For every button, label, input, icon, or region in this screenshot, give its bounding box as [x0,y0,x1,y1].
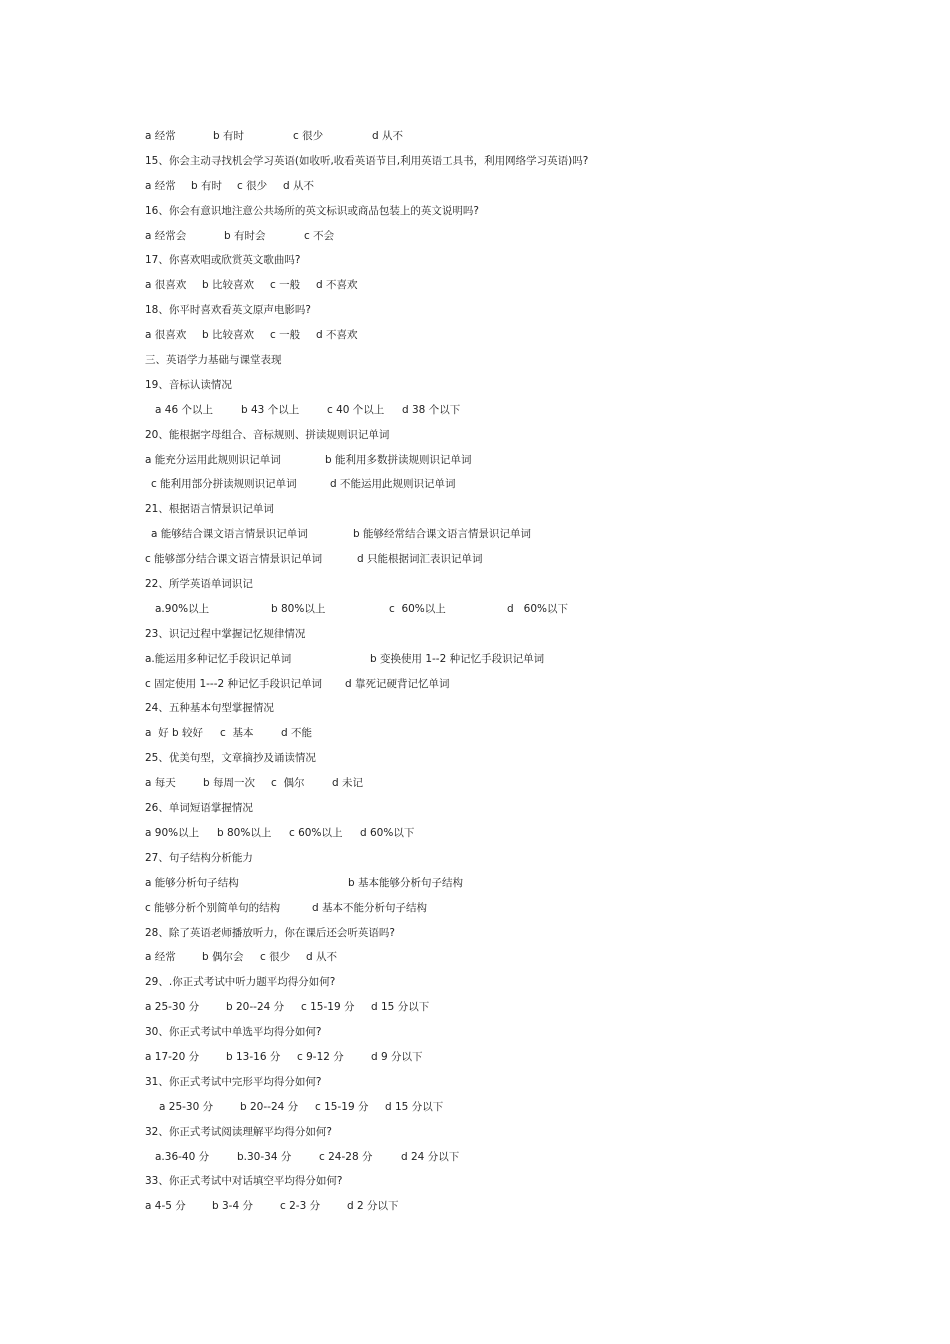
question-text: 20、能根据字母组合、音标规则、拼读规则识记单词 [145,428,390,441]
answer-option: d 不喜欢 [316,329,358,342]
answer-option: c 60%以上 [389,602,446,615]
answer-options [145,474,845,499]
answer-option: a 90%以上 [145,826,200,839]
answer-option: d 15 分以下 [385,1100,444,1113]
answer-option: b 能够经常结合课文语言情景识记单词 [353,528,532,541]
answer-options [145,126,845,151]
question-text: 15、你会主动寻找机会学习英语(如收听,收看英语节目,利用英语工具书，利用网络学习英语)吗? [145,154,589,167]
answer-option: b 比较喜欢 [202,279,255,292]
question-text: 28、除了英语老师播放听力，你在课后还会听英语吗? [145,926,395,939]
answer-option: c 能够部分结合课文语言情景识记单词 [145,553,323,566]
answer-option: c 15-19 分 [315,1100,369,1113]
question-text: 19、音标认读情况 [145,378,232,391]
section-heading: 三、英语学力基础与课堂表现 [145,354,282,367]
question-text: 26、单词短语掌握情况 [145,802,253,815]
answer-options [145,176,845,201]
answer-option: a 17-20 分 [145,1050,200,1063]
answer-options [145,400,845,425]
question-text: 17、你喜欢唱或欣赏英文歌曲吗? [145,254,301,267]
answer-option: d 2 分以下 [347,1200,399,1213]
answer-option: a 能够结合课文语言情景识记单词 [151,528,308,541]
question-text: 21、根据语言情景识记单词 [145,503,274,516]
question-text: 22、所学英语单词识记 [145,578,253,591]
answer-option: c 40 个以上 [327,403,385,416]
answer-option: a.36-40 分 [155,1150,210,1163]
answer-option: d 从不 [306,951,338,964]
answer-option: b 43 个以上 [241,403,300,416]
answer-option: c 一般 [270,279,301,292]
answer-option: c 能够分析个别简单句的结构 [145,901,281,914]
answer-options [145,723,845,748]
question-text: 27、句子结构分析能力 [145,851,253,864]
answer-options [145,524,845,549]
answer-option: a.能运用多种记忆手段识记单词 [145,652,292,665]
answer-option: b 比较喜欢 [202,329,255,342]
answer-option: c 2-3 分 [280,1200,321,1213]
answer-option: d 24 分以下 [401,1150,460,1163]
answer-option: b 20--24 分 [240,1100,299,1113]
answer-option: c 24-28 分 [319,1150,373,1163]
answer-option: a 25-30 分 [159,1100,214,1113]
answer-option: a 能够分析句子结构 [145,876,239,889]
answer-option: a 4-5 分 [145,1200,186,1213]
answer-option: a 46 个以上 [155,403,213,416]
answer-option: c 很少 [260,951,291,964]
answer-options [145,674,845,699]
answer-option: c 一般 [270,329,301,342]
answer-option: b 基本能够分析句子结构 [348,876,464,889]
answer-option: c 基本 [220,727,254,740]
answer-option: d 从不 [283,179,315,192]
answer-option: d 未记 [332,777,364,790]
answer-option: b 80%以上 [217,826,272,839]
answer-option: a 很喜欢 [145,279,187,292]
answer-option: b 变换使用 1--2 种记忆手段识记单词 [370,652,545,665]
answer-options [145,947,845,972]
question-text: 25、优美句型，文章摘抄及诵读情况 [145,752,316,765]
answer-options [145,275,845,300]
answer-option: b 有时 [213,130,245,142]
answer-option: c 很少 [237,179,268,192]
answer-option: d 不喜欢 [316,279,358,292]
answer-option: a.90%以上 [155,602,210,615]
answer-options [145,1047,845,1072]
question-text: 16、你会有意识地注意公共场所的英文标识或商品包装上的英文说明吗? [145,204,479,217]
answer-options [145,1097,845,1122]
answer-option: a 很喜欢 [145,329,187,342]
answer-option: d 9 分以下 [371,1050,423,1063]
answer-option: b 有时会 [224,229,266,242]
answer-option: a 能充分运用此规则识记单词 [145,453,281,466]
answer-options [145,997,845,1022]
answer-option: b.30-34 分 [237,1150,292,1163]
answer-option: b 每周一次 [203,777,256,790]
question-text: 30、你正式考试中单选平均得分如何? [145,1026,322,1039]
answer-option: b 有时 [191,179,223,192]
answer-options [145,898,845,923]
answer-options [145,450,845,475]
answer-option: a 经常 [145,130,176,142]
answer-option: a 经常 [145,179,176,192]
question-text: 24、五种基本句型掌握情况 [145,702,274,715]
answer-option: a 每天 [145,777,176,790]
answer-options [145,226,845,251]
answer-options [145,823,845,848]
question-text: 18、你平时喜欢看英文原声电影吗? [145,304,311,317]
question-text: 23、识记过程中掌握记忆规律情况 [145,627,306,640]
answer-option: b 13-16 分 [226,1050,281,1063]
answer-option: a 经常会 [145,229,187,242]
questionnaire-page [145,126,845,1221]
answer-options [145,599,845,624]
question-text: 33、你正式考试中对话填空平均得分如何? [145,1175,343,1188]
question-text: 29、.你正式考试中听力题平均得分如何? [145,976,336,989]
answer-option: d 不能 [281,727,313,740]
answer-options [145,1147,845,1172]
answer-option: b 3-4 分 [212,1200,253,1213]
answer-option: c 固定使用 1---2 种记忆手段识记单词 [145,677,323,690]
answer-options [145,325,845,350]
answer-option: d 60%以下 [360,826,415,839]
answer-option: c 15-19 分 [301,1001,355,1014]
answer-options [145,549,845,574]
answer-option: d 38 个以下 [402,403,461,416]
answer-option: d 靠死记硬背记忆单词 [345,677,450,690]
answer-option: b 20--24 分 [226,1001,285,1014]
answer-options [145,873,845,898]
answer-option: a 好 b 较好 [145,727,203,740]
answer-option: a 25-30 分 [145,1001,200,1014]
answer-option: d 基本不能分析句子结构 [312,901,428,914]
answer-option: c 60%以上 [289,826,343,839]
answer-option: c 能利用部分拼读规则识记单词 [151,478,297,491]
answer-option: c 不会 [304,229,335,242]
answer-option: d 从不 [372,130,404,142]
answer-option: d 只能根据词汇表识记单词 [357,553,483,566]
question-text: 32、你正式考试阅读理解平均得分如何? [145,1125,332,1138]
answer-option: a 经常 [145,951,176,964]
answer-option: c 偶尔 [271,777,305,790]
answer-options [145,649,845,674]
answer-option: d 60%以下 [507,602,569,615]
answer-option: c 9-12 分 [297,1050,344,1063]
answer-option: c 很少 [293,130,324,142]
answer-option: b 80%以上 [271,602,326,615]
answer-option: d 15 分以下 [371,1001,430,1014]
answer-options [145,1196,845,1221]
answer-option: b 偶尔会 [202,951,244,964]
answer-option: d 不能运用此规则识记单词 [330,478,456,491]
question-text: 31、你正式考试中完形平均得分如何? [145,1075,322,1088]
answer-option: b 能利用多数拼读规则识记单词 [325,453,472,466]
answer-options [145,773,845,798]
